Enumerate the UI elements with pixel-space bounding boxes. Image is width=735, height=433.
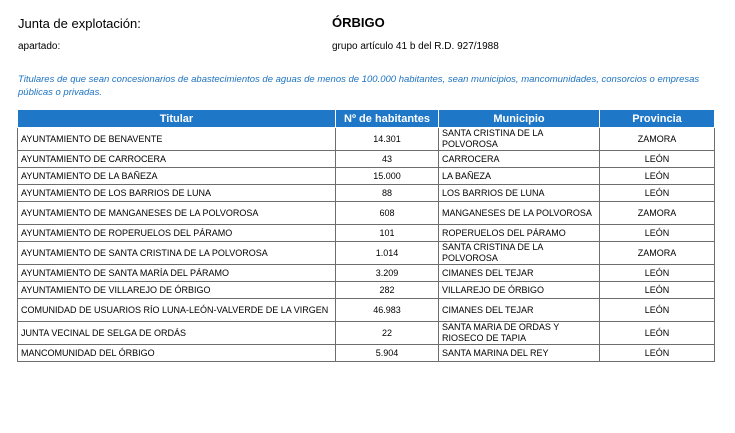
table-row xyxy=(18,282,715,299)
cell-titular: MANCOMUNIDAD DEL ÓRBIGO xyxy=(18,345,336,362)
cell-municipio: LA BAÑEZA xyxy=(439,168,600,185)
cell-municipio: CIMANES DEL TEJAR xyxy=(439,299,600,322)
table-row xyxy=(18,345,715,362)
cell-titular: AYUNTAMIENTO DE MANGANESES DE LA POLVOROSA xyxy=(18,202,336,225)
apartado-value: grupo artículo 41 b del R.D. 927/1988 xyxy=(332,41,499,52)
table-row xyxy=(18,185,715,202)
cell-provincia: LEÓN xyxy=(600,185,715,202)
table-row xyxy=(18,168,715,185)
cell-provincia: LEÓN xyxy=(600,168,715,185)
cell-provincia: LEÓN xyxy=(600,225,715,242)
table-row xyxy=(18,128,715,151)
cell-municipio: MANGANESES DE LA POLVOROSA xyxy=(439,202,600,225)
table-note: Titulares de que sean concesionarios de abastecimientos de aguas de menos de 100.000 habitantes, sean municipios, mancomunidades, consorcios o empresas públicas o privadas. xyxy=(18,74,700,98)
cell-provincia: LEÓN xyxy=(600,265,715,282)
table-row xyxy=(18,202,715,225)
cell-municipio: SANTA CRISTINA DE LA POLVOROSA xyxy=(439,128,600,151)
table-row xyxy=(18,151,715,168)
cell-provincia: ZAMORA xyxy=(600,242,715,265)
table-row xyxy=(18,322,715,345)
header-provincia: Provincia xyxy=(600,110,715,128)
cell-provincia: LEÓN xyxy=(600,299,715,322)
cell-titular: AYUNTAMIENTO DE LOS BARRIOS DE LUNA xyxy=(18,185,336,202)
table-header-row xyxy=(18,110,715,128)
cell-provincia: LEÓN xyxy=(600,151,715,168)
cell-habitantes: 14.301 xyxy=(336,128,439,151)
apartado-label: apartado: xyxy=(18,41,61,52)
junta-label: Junta de explotación: xyxy=(18,16,141,31)
cell-habitantes: 282 xyxy=(336,282,439,299)
cell-provincia: LEÓN xyxy=(600,322,715,345)
cell-habitantes: 88 xyxy=(336,185,439,202)
cell-titular: AYUNTAMIENTO DE SANTA MARÍA DEL PÁRAMO xyxy=(18,265,336,282)
table-row xyxy=(18,225,715,242)
header-titular: Titular xyxy=(18,110,336,128)
cell-provincia: LEÓN xyxy=(600,282,715,299)
cell-municipio: VILLAREJO DE ÓRBIGO xyxy=(439,282,600,299)
cell-habitantes: 22 xyxy=(336,322,439,345)
cell-habitantes: 3.209 xyxy=(336,265,439,282)
cell-municipio: ROPERUELOS DEL PÁRAMO xyxy=(439,225,600,242)
titulares-table xyxy=(17,109,715,362)
cell-habitantes: 5.904 xyxy=(336,345,439,362)
cell-titular: AYUNTAMIENTO DE CARROCERA xyxy=(18,151,336,168)
cell-provincia: LEÓN xyxy=(600,345,715,362)
cell-titular: JUNTA VECINAL DE SELGA DE ORDÁS xyxy=(18,322,336,345)
cell-provincia: ZAMORA xyxy=(600,202,715,225)
cell-habitantes: 1.014 xyxy=(336,242,439,265)
table-body xyxy=(18,128,715,362)
cell-titular: AYUNTAMIENTO DE BENAVENTE xyxy=(18,128,336,151)
cell-municipio: SANTA MARIA DE ORDAS Y RIOSECO DE TAPIA xyxy=(439,322,600,345)
table-row xyxy=(18,265,715,282)
cell-habitantes: 101 xyxy=(336,225,439,242)
cell-municipio: CARROCERA xyxy=(439,151,600,168)
cell-habitantes: 46.983 xyxy=(336,299,439,322)
header-habitantes: Nº de habitantes xyxy=(336,110,439,128)
cell-habitantes: 15.000 xyxy=(336,168,439,185)
cell-municipio: CIMANES DEL TEJAR xyxy=(439,265,600,282)
cell-provincia: ZAMORA xyxy=(600,128,715,151)
table-row xyxy=(18,299,715,322)
table-row xyxy=(18,242,715,265)
cell-titular: AYUNTAMIENTO DE VILLAREJO DE ÓRBIGO xyxy=(18,282,336,299)
cell-titular: AYUNTAMIENTO DE SANTA CRISTINA DE LA POLVOROSA xyxy=(18,242,336,265)
cell-municipio: SANTA CRISTINA DE LA POLVOROSA xyxy=(439,242,600,265)
cell-habitantes: 43 xyxy=(336,151,439,168)
cell-titular: AYUNTAMIENTO DE LA BAÑEZA xyxy=(18,168,336,185)
junta-value: ÓRBIGO xyxy=(332,15,385,30)
cell-titular: AYUNTAMIENTO DE ROPERUELOS DEL PÁRAMO xyxy=(18,225,336,242)
cell-titular: COMUNIDAD DE USUARIOS RÍO LUNA-LEÓN-VALVERDE DE LA VIRGEN xyxy=(18,299,336,322)
cell-municipio: SANTA MARINA DEL REY xyxy=(439,345,600,362)
header-municipio: Municipio xyxy=(439,110,600,128)
cell-municipio: LOS BARRIOS DE LUNA xyxy=(439,185,600,202)
cell-habitantes: 608 xyxy=(336,202,439,225)
